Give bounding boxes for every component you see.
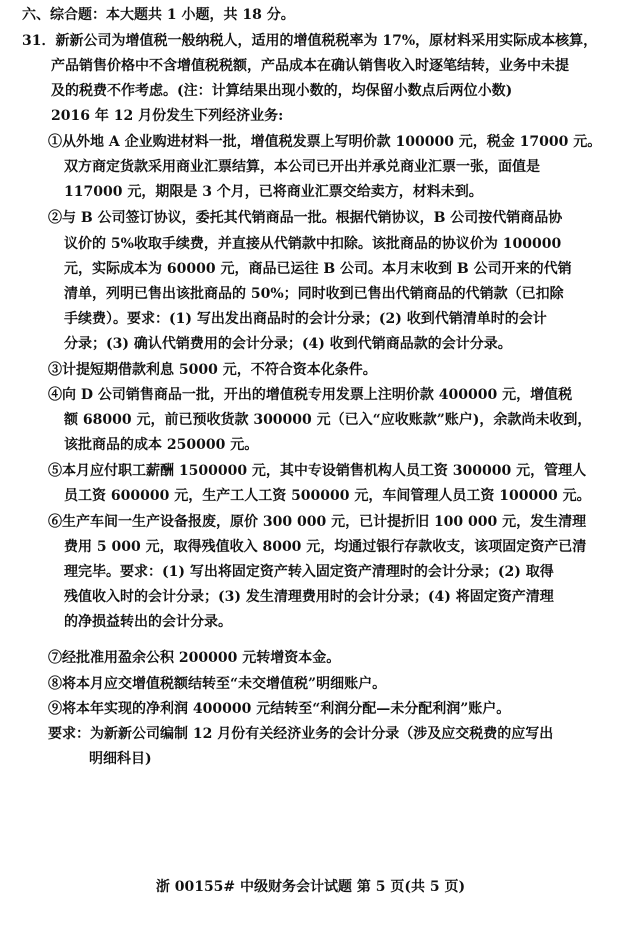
item-3-line-1: ③计提短期借款利息 5000 元，不符合资本化条件。 — [48, 362, 377, 378]
item-5-line-2: 员工资 600000 元，生产工人工资 500000 元，车间管理人员工资 100000 元。 — [64, 488, 591, 504]
item-6-line-3: 理完毕。要求：(1) 写出将固定资产转入固定资产清理时的会计分录；(2) 取得 — [64, 564, 554, 580]
item-1-line-3: 117000 元，期限是 3 个月，已将商业汇票交给卖方，材料未到。 — [64, 184, 483, 200]
requirement-line-1: 要求：为新新公司编制 12 月份有关经济业务的会计分录（涉及应交税费的应写出 — [48, 726, 554, 742]
item-2-line-6: 分录；(3) 确认代销费用的会计分录；(4) 收到代销商品款的会计分录。 — [64, 336, 512, 352]
section-title: 六、综合题：本大题共 1 小题，共 18 分。 — [22, 7, 295, 23]
item-4-line-2: 额 68000 元，前已预收货款 300000 元（已入“应收账款”账户)，余款尚未收到， — [64, 412, 592, 428]
item-1-line-1: ①从外地 A 企业购进材料一批，增值税发票上写明价款 100000 元，税金 17000 元。 — [48, 134, 602, 150]
item-5-line-1: ⑤本月应付职工薪酬 1500000 元，其中专设销售机构人员工资 300000 元，管理人 — [48, 463, 587, 479]
item-6-line-5: 的净损益转出的会计分录。 — [64, 614, 232, 630]
requirement-line-2: 明细科目) — [89, 751, 152, 767]
question-intro-line-2: 产品销售价格中不含增值税税额，产品成本在确认销售收入时逐笔结转，业务中未提 — [51, 58, 569, 74]
item-2-line-4: 清单，列明已售出该批商品的 50%；同时收到已售出代销商品的代销款（已扣除 — [64, 286, 564, 302]
question-intro-line-1: 31．新新公司为增值税一般纳税人，适用的增值税税率为 17%，原材料采用实际成本核算， — [22, 33, 598, 49]
item-2-line-1: ②与 B 公司签订协议，委托其代销商品一批。根据代销协议，B 公司按代销商品协 — [48, 210, 563, 226]
item-2-line-2: 议价的 5%收取手续费，并直接从代销款中扣除。该批商品的协议价为 100000 — [64, 236, 562, 252]
item-7-line-1: ⑦经批准用盈余公积 200000 元转增资本金。 — [48, 650, 341, 666]
item-6-line-2: 费用 5 000 元，取得残值收入 8000 元，均通过银行存款收支，该项固定资产已清 — [64, 539, 587, 555]
item-8-line-1: ⑧将本月应交增值税额结转至“未交增值税”明细账户。 — [48, 676, 387, 692]
question-intro-line-3: 及的税费不作考虑。(注：计算结果出现小数的，均保留小数点后两位小数) — [51, 83, 513, 99]
item-6-line-4: 残值收入时的会计分录；(3) 发生清理费用时的会计分录；(4) 将固定资产清理 — [64, 589, 554, 605]
item-9-line-1: ⑨将本年实现的净利润 400000 元结转至“利润分配—未分配利润”账户。 — [48, 701, 511, 717]
item-1-line-2: 双方商定货款采用商业汇票结算，本公司已开出并承兑商业汇票一张，面值是 — [64, 159, 540, 175]
page-footer: 浙 00155# 中级财务会计试题 第 5 页(共 5 页) — [155, 879, 466, 895]
item-6-line-1: ⑥生产车间一生产设备报废，原价 300 000 元，已计提折旧 100 000 元，发生清理 — [48, 514, 587, 530]
item-2-line-5: 手续费）。要求：(1) 写出发出商品时的会计分录；(2) 收到代销清单时的会计 — [64, 311, 547, 327]
question-date-line: 2016 年 12 月份发生下列经济业务: — [51, 108, 284, 124]
item-4-line-1: ④向 D 公司销售商品一批，开出的增值税专用发票上注明价款 400000 元，增值税 — [48, 387, 573, 403]
item-4-line-3: 该批商品的成本 250000 元。 — [64, 437, 259, 453]
item-2-line-3: 元，实际成本为 60000 元，商品已运往 B 公司。本月末收到 B 公司开来的代销 — [64, 261, 572, 277]
